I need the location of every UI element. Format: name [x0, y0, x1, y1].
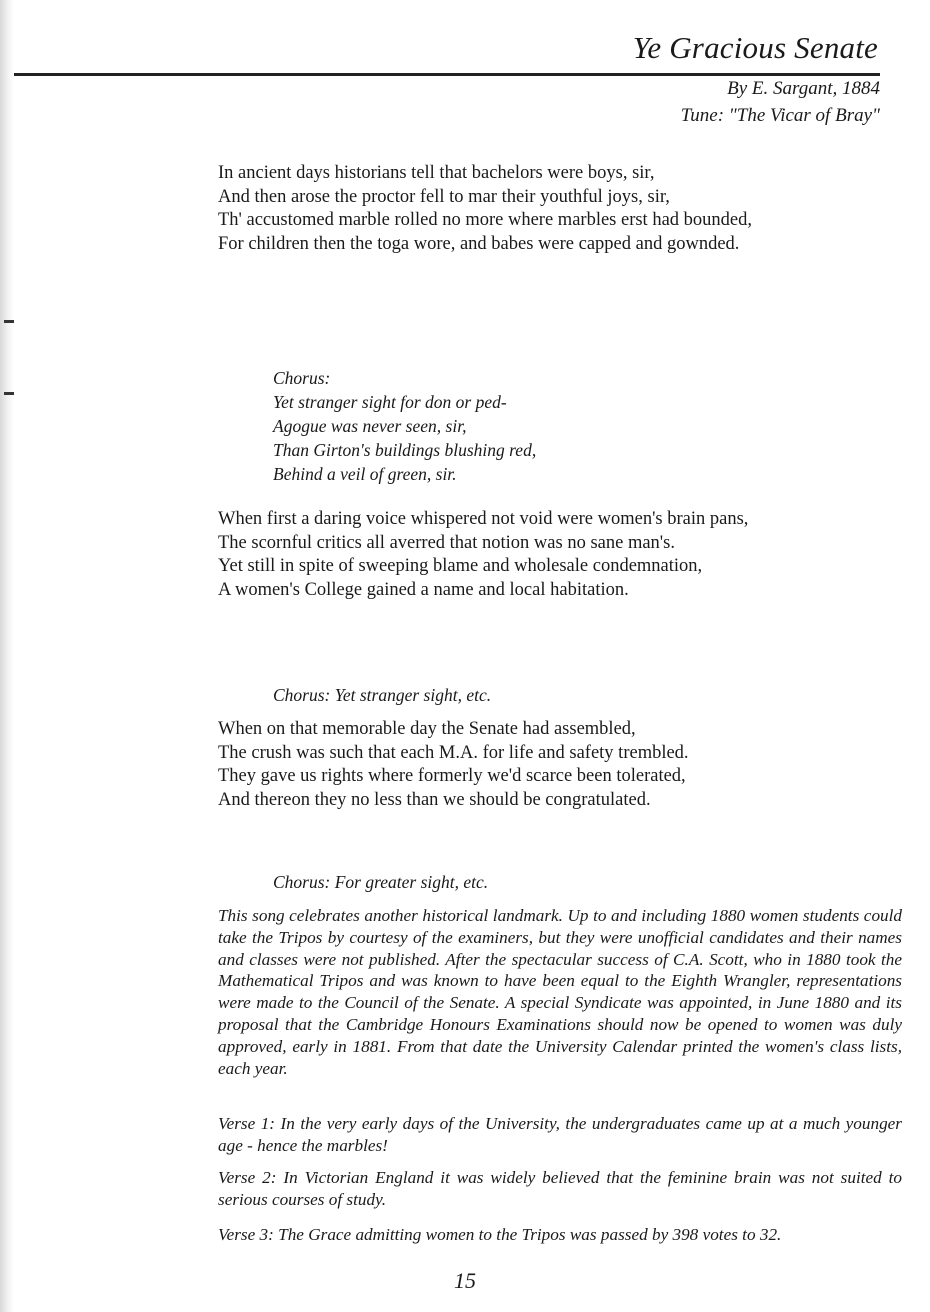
chorus-line: Chorus: For greater sight, etc.	[273, 872, 489, 892]
page-number: 15	[454, 1268, 476, 1293]
margin-mark	[4, 392, 14, 395]
verse-line: And thereon they no less than we should be congratulated.	[218, 789, 651, 810]
verse-3-note: Verse 3: The Grace admitting women to the Tripos was passed by 398 votes to 32.	[218, 1225, 782, 1244]
verse-line: When first a daring voice whispered not void were women's brain pans,	[218, 509, 749, 529]
verse-line: And then arose the proctor fell to mar their youthful joys, sir,	[218, 186, 670, 207]
page-edge-shadow	[0, 0, 14, 1312]
verse-2	[218, 508, 778, 602]
verse-line: Th' accustomed marble rolled no more where marbles erst had bounded,	[218, 210, 752, 231]
verse-line: They gave us rights where formerly we'd scarce been tolerated,	[218, 766, 686, 787]
verse-2-note: Verse 2: In Victorian England it was widely believed that the feminine brain was not suited to serious courses of study.	[218, 1168, 902, 1209]
song-title: Ye Gracious Senate	[632, 30, 878, 65]
chorus-line: Than Girton's buildings blushing red,	[273, 440, 537, 460]
verse-line: For children then the toga wore, and babes were capped and gownded.	[218, 233, 740, 254]
chorus-1	[273, 366, 536, 486]
verse-line: A women's College gained a name and local habitation.	[218, 579, 629, 600]
verse-line: The scornful critics all averred that notion was no sane man's.	[218, 532, 675, 553]
chorus-line: Chorus: Yet stranger sight, etc.	[273, 685, 492, 705]
chorus-line: Behind a veil of green, sir.	[273, 464, 457, 484]
margin-mark	[4, 320, 14, 323]
author-line: By E. Sargant, 1884	[727, 78, 880, 99]
verse-1	[218, 162, 778, 256]
title-rule	[14, 73, 880, 76]
verse-line: In ancient days historians tell that bachelors were boys, sir,	[218, 163, 655, 183]
verse-3	[218, 718, 778, 812]
chorus-3	[273, 870, 488, 894]
verse-1-note: Verse 1: In the very early days of the University, the undergraduates came up at a much younger age - hence the marbles!	[218, 1114, 902, 1155]
chorus-2	[273, 683, 491, 707]
chorus-label: Chorus:	[273, 368, 331, 388]
chorus-line: Yet stranger sight for don or ped-	[273, 392, 507, 412]
chorus-line: Agogue was never seen, sir,	[273, 416, 467, 436]
tune-line: Tune: "The Vicar of Bray"	[680, 105, 880, 126]
historical-note: This song celebrates another historical landmark. Up to and including 1880 women students could take the Tripos by courtesy of the examiners, but they were unofficial candidates and their names and classes were not published. After the spectacular success of C.A. Scott, who in 1880 took the Mathematical Tripos and was known to have been equal to the Eighth Wrangler, representations were made to the Council of the Senate. A special Syndicate was appointed, in June 1880 and its proposal that the Cambridge Honours Examinations should now be opened to women was duly approved, early in 1881. From that date the University Calendar printed the women's class lists, each year.	[218, 906, 902, 1078]
verse-line: Yet still in spite of sweeping blame and wholesale condemnation,	[218, 556, 703, 577]
verse-line: The crush was such that each M.A. for life and safety trembled.	[218, 742, 689, 763]
verse-line: When on that memorable day the Senate had assembled,	[218, 719, 636, 739]
